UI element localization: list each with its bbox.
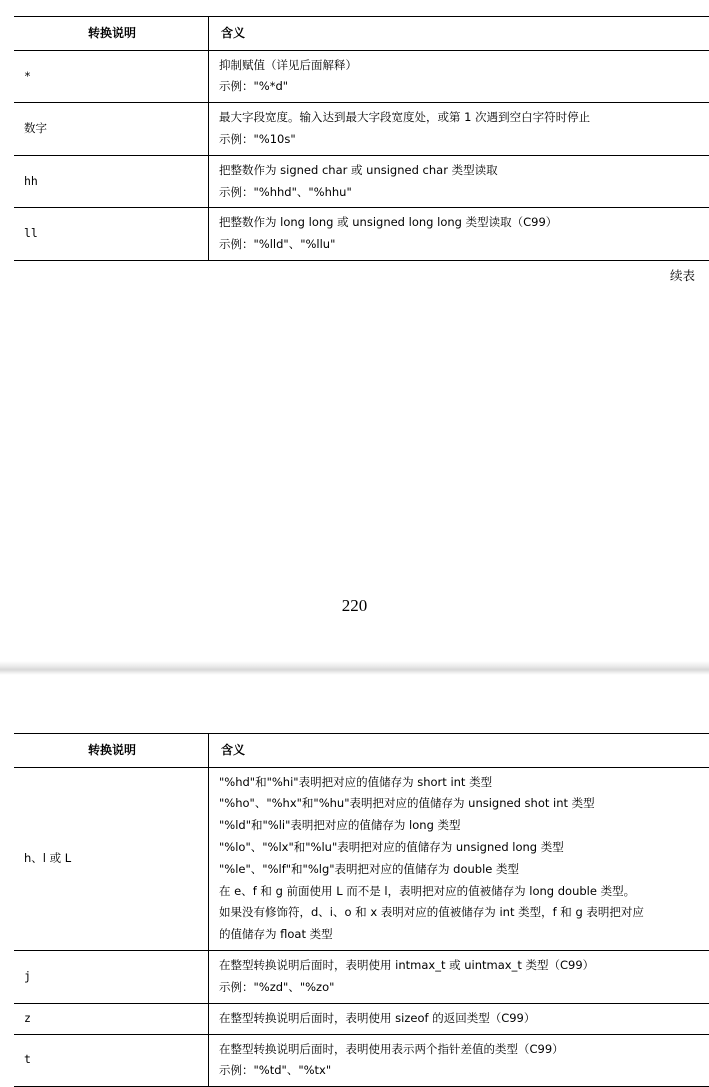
row-meaning-cell xyxy=(209,767,709,951)
table-bottom-body xyxy=(14,767,709,1087)
table-row xyxy=(14,951,709,1004)
row-meaning-cell xyxy=(209,1003,709,1034)
table-bottom-header-meaning: 含义 xyxy=(209,734,709,768)
row-spec-cell: * xyxy=(14,50,209,103)
meaning-line: "%ld"和"%li"表明把对应的值储存为 long 类型 xyxy=(219,817,709,835)
table-top-header-spec: 转换说明 xyxy=(14,17,209,51)
meaning-line: "%le"、"%lf"和"%lg"表明把对应的值储存为 double 类型 xyxy=(219,861,709,879)
row-spec-cell: ll xyxy=(14,208,209,261)
table-row xyxy=(14,208,709,261)
conversion-spec-table-top xyxy=(14,16,695,261)
meaning-line: "%lo"、"%lx"和"%lu"表明把对应的值储存为 unsigned long 类型 xyxy=(219,839,709,857)
table-top-header-meaning: 含义 xyxy=(209,17,709,51)
row-spec-cell: hh xyxy=(14,155,209,208)
meaning-line: 示例："%10s" xyxy=(219,131,709,149)
row-spec-cell: j xyxy=(14,951,209,1004)
meaning-line: "%ho"、"%hx"和"%hu"表明把对应的值储存为 unsigned shot int 类型 xyxy=(219,795,709,813)
table-bottom xyxy=(14,733,709,1087)
continued-label: 续表 xyxy=(670,266,695,284)
meaning-line: 在整型转换说明后面时，表明使用 intmax_t 或 uintmax_t 类型（C99） xyxy=(219,957,709,975)
table-row xyxy=(14,103,709,156)
meaning-line: 把整数作为 long long 或 unsigned long long 类型读取（C99） xyxy=(219,214,709,232)
table-bottom-header-spec: 转换说明 xyxy=(14,734,209,768)
conversion-spec-table-bottom xyxy=(14,733,695,1087)
table-row xyxy=(14,155,709,208)
row-spec-cell: z xyxy=(14,1003,209,1034)
row-meaning-cell xyxy=(209,155,709,208)
meaning-line: 把整数作为 signed char 或 unsigned char 类型读取 xyxy=(219,162,709,180)
meaning-line: 的值储存为 float 类型 xyxy=(219,926,709,944)
page-number: 220 xyxy=(0,596,709,616)
row-spec-cell: h、l 或 L xyxy=(14,767,209,951)
table-row xyxy=(14,1003,709,1034)
meaning-line: 最大字段宽度。输入达到最大字段宽度处，或第 1 次遇到空白字符时停止 xyxy=(219,109,709,127)
meaning-line: 示例："%hhd"、"%hhu" xyxy=(219,184,709,202)
meaning-line: 抑制赋值（详见后面解释） xyxy=(219,57,709,75)
meaning-line: 示例："%zd"、"%zo" xyxy=(219,979,709,997)
row-meaning-cell xyxy=(209,208,709,261)
table-row xyxy=(14,767,709,951)
row-spec-cell: 数字 xyxy=(14,103,209,156)
meaning-line: 在整型转换说明后面时，表明使用表示两个指针差值的类型（C99） xyxy=(219,1041,709,1059)
table-row xyxy=(14,1034,709,1087)
meaning-line: "%hd"和"%hi"表明把对应的值储存为 short int 类型 xyxy=(219,774,709,792)
table-top-body xyxy=(14,50,709,261)
meaning-line: 示例："%*d" xyxy=(219,78,709,96)
meaning-line: 示例："%lld"、"%llu" xyxy=(219,236,709,254)
row-spec-cell: t xyxy=(14,1034,209,1087)
meaning-line: 如果没有修饰符，d、i、o 和 x 表明对应的值被储存为 int 类型，f 和 g 表明把对应 xyxy=(219,904,709,922)
table-top xyxy=(14,16,709,261)
table-header-row xyxy=(14,17,709,51)
page-separator xyxy=(0,661,709,675)
row-meaning-cell xyxy=(209,951,709,1004)
meaning-line: 在整型转换说明后面时，表明使用 sizeof 的返回类型（C99） xyxy=(219,1010,709,1028)
row-meaning-cell xyxy=(209,1034,709,1087)
row-meaning-cell xyxy=(209,103,709,156)
table-header-row xyxy=(14,734,709,768)
table-row xyxy=(14,50,709,103)
meaning-line: 在 e、f 和 g 前面使用 L 而不是 l，表明把对应的值被储存为 long double 类型。 xyxy=(219,883,709,901)
meaning-line: 示例："%td"、"%tx" xyxy=(219,1062,709,1080)
table-bottom-head xyxy=(14,734,709,768)
row-meaning-cell xyxy=(209,50,709,103)
table-top-head xyxy=(14,17,709,51)
